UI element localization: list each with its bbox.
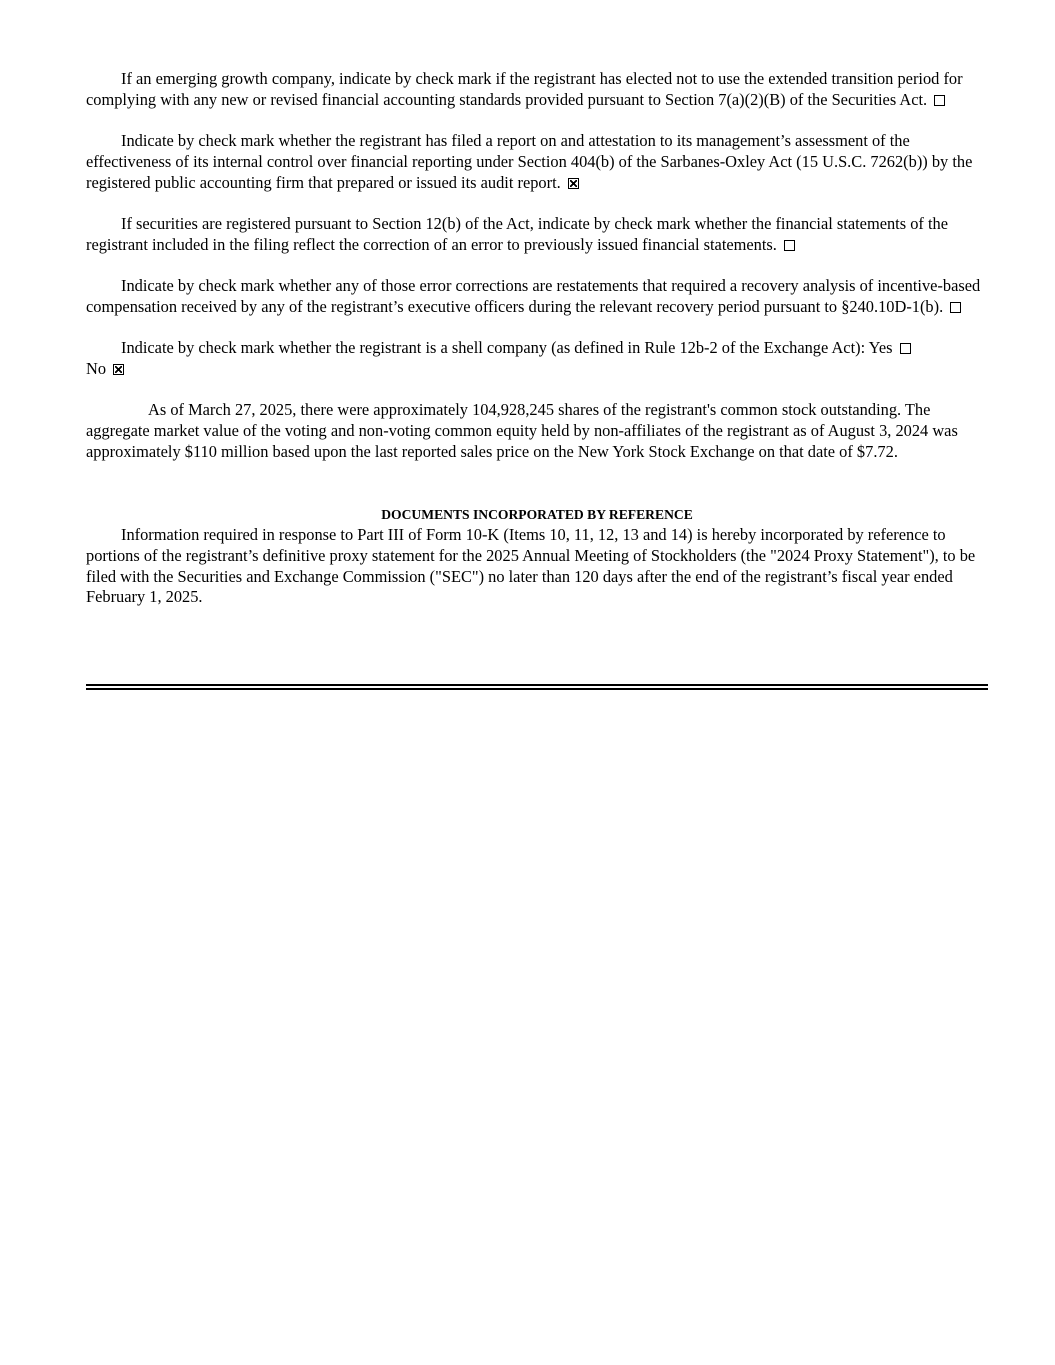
error-correction-text: If securities are registered pursuant to Section 12(b) of the Act, indicate by check mark whether the financial statements of the registrant included in the filing reflect the correction of an error to previously issued financial statements.	[86, 213, 948, 254]
error-correction-paragraph	[86, 214, 988, 255]
restatement-checkbox[interactable]	[950, 302, 961, 313]
emerging-growth-paragraph	[86, 69, 988, 110]
shell-no-label: No	[86, 358, 107, 378]
attestation-text: Indicate by check mark whether the registrant has filed a report on and attestation to its management’s assessment of the effectiveness of its internal control over financial reporting under Section 404(b) of the Sarbanes-Oxley Act (15 U.S.C. 7262(b)) by the registered public accounting firm that prepared or issued its audit report.	[86, 131, 973, 192]
shell-company-text: Indicate by check mark whether the registrant is a shell company (as defined in Rule 12b-2 of the Exchange Act): Yes	[121, 338, 893, 358]
attestation-checkbox-checked[interactable]	[568, 178, 579, 189]
error-correction-checkbox[interactable]	[784, 240, 795, 251]
documents-body-paragraph: Information required in response to Part III of Form 10-K (Items 10, 11, 12, 13 and 14) is hereby incorporated by reference to portions of the registrant’s definitive proxy statement for the 2025 Annual Meeting of Stockholders (the "2024 Proxy Statement"), to be filed with the Securities and Exchange Commission ("SEC") no later than 120 days after the end of the registrant’s fiscal year ended February 1, 2025.	[86, 525, 976, 607]
shell-company-paragraph	[86, 338, 988, 379]
document-page	[86, 69, 988, 608]
shares-outstanding-paragraph: As of March 27, 2025, there were approximately 104,928,245 shares of the registrant's common stock outstanding. The aggregate market value of the voting and non-voting common equity held by non-affiliates of the registrant as of August 3, 2024 was approximately $110 million based upon the last reported sales price on the New York Stock Exchange on that date of $7.72.	[86, 400, 958, 461]
emerging-growth-checkbox[interactable]	[934, 95, 945, 106]
shell-yes-checkbox[interactable]	[900, 343, 911, 354]
double-rule-divider	[86, 684, 988, 690]
shell-no-checkbox-checked[interactable]	[113, 364, 124, 375]
documents-heading: DOCUMENTS INCORPORATED BY REFERENCE	[381, 507, 693, 523]
restatement-paragraph	[86, 276, 988, 317]
restatement-text: Indicate by check mark whether any of those error corrections are restatements that required a recovery analysis of incentive-based compensation received by any of the registrant’s executive officers during the relevant recovery period pursuant to §240.10D-1(b).	[86, 275, 981, 316]
attestation-paragraph	[86, 131, 988, 193]
emerging-growth-text: If an emerging growth company, indicate by check mark if the registrant has elected not to use the extended transition period for complying with any new or revised financial accounting standards provided pursuant to Section 7(a)(2)(B) of the Securities Act.	[86, 69, 963, 109]
